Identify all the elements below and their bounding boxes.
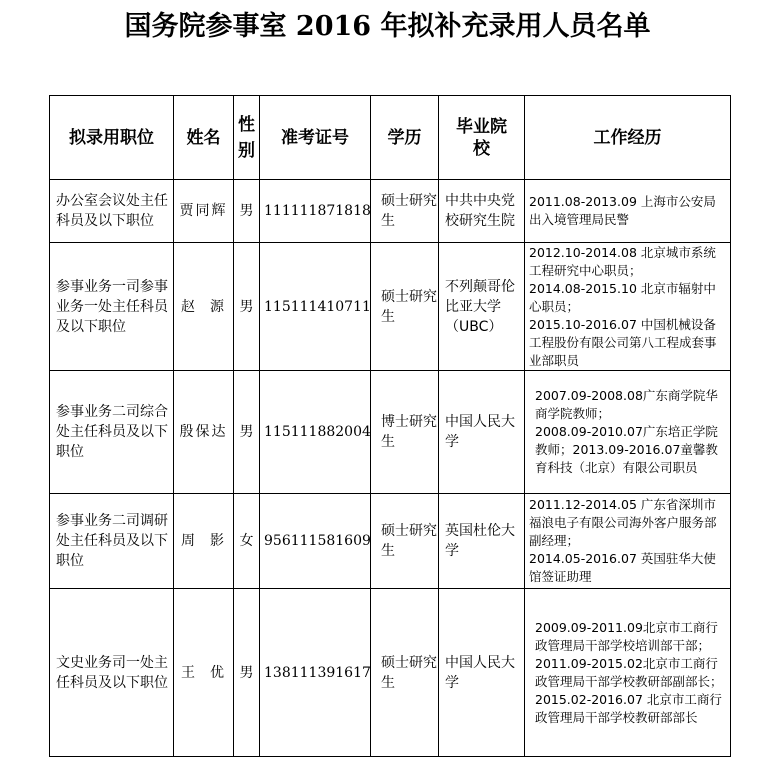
work-entry: 2007.09-2008.08广东商学院华商学院教师；: [535, 388, 718, 421]
work-entry: 2011.08-2013.09 上海市公安局出入境管理局民警: [529, 194, 716, 227]
cell-position: 办公室会议处主任科员及以下职位: [50, 180, 174, 243]
cell-sex: 男: [234, 243, 260, 371]
work-entry: 2011.12-2014.05 广东省深圳市福浪电子有限公司海外客户服务部副经理；: [529, 497, 717, 548]
cell-education: 博士研究生: [371, 371, 439, 494]
work-entry: 2014.08-2015.10 北京市辐射中心职员；: [529, 280, 716, 314]
cell-name: 王 优: [174, 589, 234, 757]
header-school-label: 毕业院校: [456, 116, 507, 159]
header-sex-line1: 性: [238, 114, 255, 135]
cell-exam-id: 111111871818: [260, 180, 371, 243]
work-entry: 2012.10-2014.08 北京城市系统工程研究中心职员；: [529, 244, 716, 278]
cell-exam-id: 138111391617: [260, 589, 371, 757]
cell-exam-id: 956111581609: [260, 494, 371, 589]
table-row: [50, 589, 731, 757]
work-entry: 2008.09-2010.07广东培正学院教师；2013.09-2016.07童馨教育科技（北京）有限公司职员: [535, 424, 718, 475]
cell-school: 中国人民大学: [439, 371, 525, 494]
header-school: [439, 96, 525, 180]
cell-name: 周 影: [174, 494, 234, 589]
table-row: [50, 180, 731, 243]
cell-exam-id: 115111882004: [260, 371, 371, 494]
cell-exam-id: 115111410711: [260, 243, 371, 371]
header-name: 姓名: [174, 96, 234, 180]
cell-position: 参事业务二司综合处主任科员及以下职位: [50, 371, 174, 494]
cell-school: 不列颠哥伦比亚大学（UBC）: [439, 243, 525, 371]
work-entry: 2015.02-2016.07 北京市工商行政管理局干部学校教研部部长: [535, 691, 722, 725]
header-education: 学历: [371, 96, 439, 180]
cell-education: 硕士研究生: [371, 494, 439, 589]
cell-education: 硕士研究生: [371, 243, 439, 371]
work-entry: 2015.10-2016.07 中国机械设备工程股份有限公司第八工程成套事业部职员: [529, 316, 717, 368]
cell-school: 中共中央党校研究生院: [439, 180, 525, 243]
work-entry: 2014.05-2016.07 英国驻华大使馆签证助理: [529, 551, 716, 584]
table-header-row: [50, 96, 731, 180]
header-position: 拟录用职位: [50, 96, 174, 180]
cell-sex: 男: [234, 371, 260, 494]
cell-work: [525, 180, 731, 243]
cell-work: [525, 589, 731, 757]
header-work: 工作经历: [525, 96, 731, 180]
cell-name: 贾同辉: [174, 180, 234, 243]
cell-sex: 女: [234, 494, 260, 589]
cell-sex: 男: [234, 589, 260, 757]
table-row: [50, 243, 731, 371]
header-sex: [234, 96, 260, 180]
cell-work: [525, 243, 731, 371]
header-exam-id: 准考证号: [260, 96, 371, 180]
cell-education: 硕士研究生: [371, 180, 439, 243]
cell-name: 殷保达: [174, 371, 234, 494]
table-row: [50, 494, 731, 589]
cell-name: 赵 源: [174, 243, 234, 371]
work-entry: 2009.09-2011.09北京市工商行政管理局干部学校培训部干部；2011.09-2015.02北京市工商行政管理局干部学校教研部副部长；: [535, 619, 723, 689]
cell-work: [525, 494, 731, 589]
cell-position: 文史业务司一处主任科员及以下职位: [50, 589, 174, 757]
table-row: [50, 371, 731, 494]
personnel-table: [49, 95, 731, 757]
cell-position: 参事业务一司参事业务一处主任科员及以下职位: [50, 243, 174, 371]
page-title: 国务院参事室 2016 年拟补充录用人员名单: [124, 11, 651, 42]
cell-school: 英国杜伦大学: [439, 494, 525, 589]
cell-work: [525, 371, 731, 494]
header-sex-line2: 别: [238, 140, 255, 161]
cell-position: 参事业务二司调研处主任科员及以下职位: [50, 494, 174, 589]
cell-education: 硕士研究生: [371, 589, 439, 757]
cell-sex: 男: [234, 180, 260, 243]
cell-school: 中国人民大学: [439, 589, 525, 757]
